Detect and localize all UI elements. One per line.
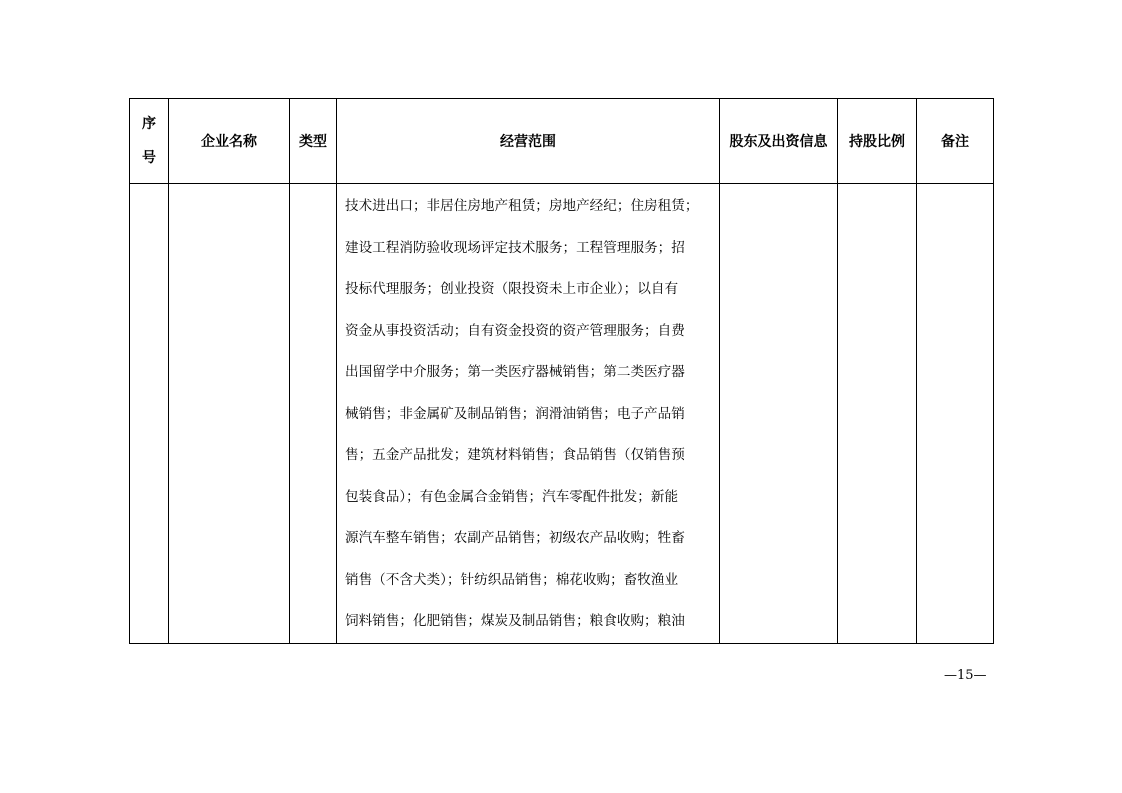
scope-line: 售；五金产品批发；建筑材料销售；食品销售（仅销售预 [345, 447, 685, 463]
scope-line: 建设工程消防验收现场评定技术服务；工程管理服务；招 [345, 239, 685, 256]
cell-remarks [917, 184, 994, 644]
table-header-row [130, 99, 994, 184]
scope-line: 出国留学中介服务；第一类医疗器械销售；第二类医疗器 [345, 364, 685, 380]
header-seq-line2: 号 [142, 150, 156, 166]
header-company-name: 企业名称 [169, 99, 290, 184]
scope-line: 销售（不含犬类）；针纺织品销售；棉花收购；畜牧渔业 [345, 571, 679, 588]
cell-type [290, 184, 337, 644]
header-shareholders: 股东及出资信息 [720, 99, 838, 184]
header-business-scope: 经营范围 [337, 99, 720, 184]
page-number: —15— [944, 668, 987, 683]
cell-share-ratio [838, 184, 917, 644]
cell-company-name [169, 184, 290, 644]
scope-line: 源汽车整车销售；农副产品销售；初级农产品收购；牲畜 [345, 530, 685, 546]
cell-business-scope [337, 184, 720, 644]
scope-line: 资金从事投资活动；自有资金投资的资产管理服务；自费 [345, 322, 685, 339]
header-seq [130, 99, 169, 184]
scope-line: 投标代理服务；创业投资（限投资未上市企业）；以自有 [345, 281, 679, 297]
cell-seq [130, 184, 169, 644]
table-row [130, 184, 994, 644]
header-type: 类型 [290, 99, 337, 184]
cell-shareholders [720, 184, 838, 644]
header-share-ratio: 持股比例 [838, 99, 917, 184]
scope-line: 技术进出口；非居住房地产租赁；房地产经纪；住房租赁； [345, 198, 699, 214]
scope-line: 包装食品）；有色金属合金销售；汽车零配件批发；新能 [345, 488, 679, 505]
scope-line: 饲料销售；化肥销售；煤炭及制品销售；粮食收购；粮油 [345, 613, 685, 629]
business-scope-text [337, 184, 719, 643]
header-remarks: 备注 [917, 99, 994, 184]
scope-line: 械销售；非金属矿及制品销售；润滑油销售；电子产品销 [345, 405, 685, 422]
header-seq-line1: 序 [142, 116, 156, 132]
enterprise-table [129, 98, 994, 644]
